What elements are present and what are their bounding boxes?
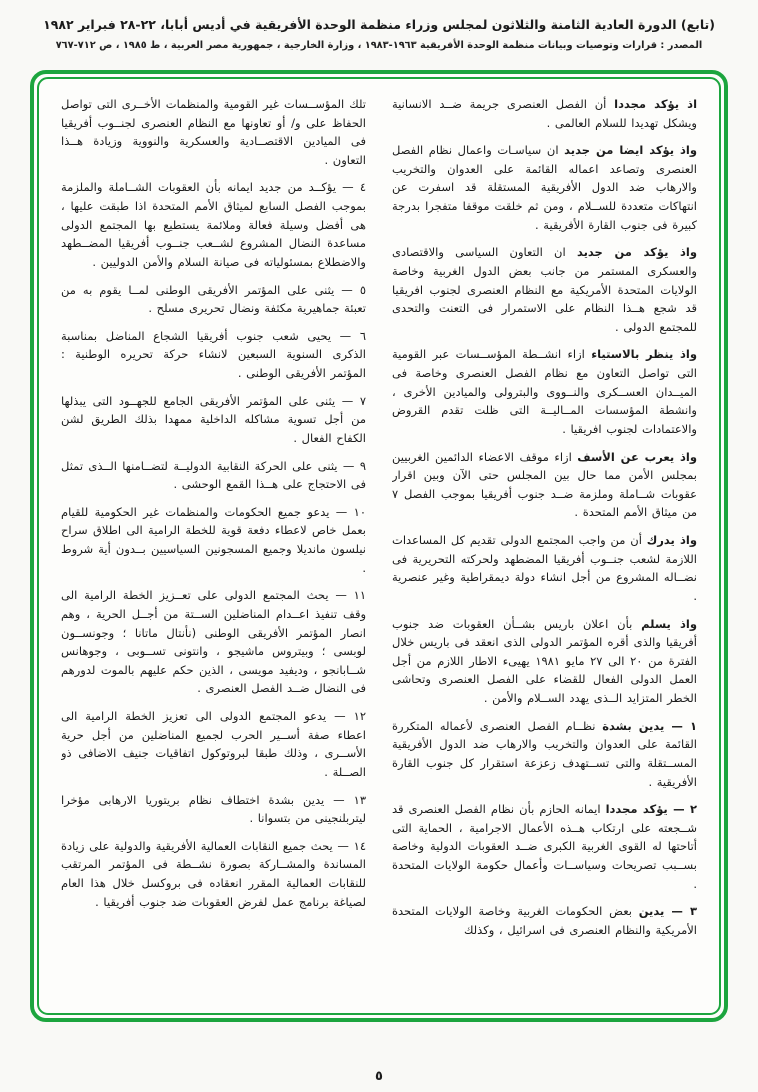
paragraph xyxy=(61,837,366,912)
paragraph-text: ٥ — يثنى على المؤتمر الأفريقى الوطنى لمــا يقوم به من تعبئة جماهيرية مكثفة ونضال تحريرى مسلح . xyxy=(61,282,366,316)
paragraph xyxy=(392,141,697,234)
paragraph xyxy=(61,392,366,448)
paragraph-text: ١٤ — يحث جميع النقابات العمالية الأفريقية والدولية على زيادة المساندة والمشــاركة بصورة نشــطة فى المؤتمر المرتقب للنقابات العمالية المقرر انعقاده فى بروكسل خلال هذا العام لصياغة برنامج عمل لفرض العقوبات ضد جنوب أفريقيا . xyxy=(61,838,366,909)
paragraph xyxy=(61,281,366,318)
paragraph xyxy=(61,707,366,782)
document-frame xyxy=(30,70,728,1022)
paragraph-text: بعض الحكومات الغربية وخاصة الولايات المتحدة الأمريكية والنظام العنصرى فى اسرائيل ، وكذلك xyxy=(392,904,697,937)
paragraph-text: ١٠ — يدعو جميع الحكومات والمنظمات غير الحكومية للقيام بعمل خاص لاعطاء دفعة قوية للخطة الرامية الى اطلاق سراح نيلسون مانديلا وجميع المسجونين السياسيين بــدون أية شروط . xyxy=(61,504,366,575)
paragraph-text: ١٢ — يدعو المجتمع الدولى الى تعزيز الخطة الرامية الى اعطاء صفة أســير الحرب لجميع المناضلين من أجل حرية الأســرى ، وذلك طبقا لبروتوكول اتفاقيات جنيف الاضافى ذو الصــلة . xyxy=(61,709,366,779)
document-frame-inner xyxy=(37,77,721,1015)
paragraph xyxy=(61,791,366,828)
paragraph-text: ان سياسـات واعمال نظام الفصل العنصرى وتصاعد اعماله القائمة على العدوان والتخريب والارهاب ضد الدول الأفريقية المستقلة قد اسفرت عن انتهاكات متعددة للســلام ، ومن ثم خلقت موقفا متفجرا بدرجة كبيرة فى جنوب القارة الأفريقية . xyxy=(392,143,697,232)
paragraph-text: ٦ — يحيى شعب جنوب أفريقيا الشجاع المناضل بمناسبة الذكرى السنوية السبعين لانشاء حركة تحريره الوطنية : المؤتمر الأفريقى الوطنى . xyxy=(61,328,366,381)
paragraph xyxy=(61,503,366,578)
paragraph-text: ١٣ — يدين بشدة اختطاف نظام بريتوريا الارهابى مؤخرا ليتربلنجينى من بتسوانا . xyxy=(61,792,366,826)
paragraph xyxy=(392,902,697,939)
paragraph xyxy=(392,615,697,708)
page-number: ٥ xyxy=(375,1069,383,1084)
paragraph xyxy=(392,531,697,606)
paragraph xyxy=(61,95,366,170)
paragraph xyxy=(392,448,697,523)
paragraph-lead: واذ يسلم xyxy=(641,616,697,631)
paragraph xyxy=(61,457,366,494)
paragraph-text: ازاء موقف الاعضاء الدائمين الغربيين بمجلس الأمن مما حال بين المجلس حتى الآن وبين اقرار عقوبات شــاملة وملزمة ضــد جنوب أفريقيا بموجب الفصل ٧ من ميثاق الأمم المتحدة . xyxy=(392,449,697,520)
paragraph-text: أن الفصل العنصرى جريمة ضــد الانسانية ويشكل تهديدا للسلام العالمى . xyxy=(392,96,697,130)
paragraph-text: تلك المؤســسات غير القومية والمنظمات الأخــرى التى تواصل الحفاظ على و/ أو تعاونها مع النظام العنصرى لجنــوب أفريقيا فى الميادين الاقتصــادية والعسكرية والنووية وزيادة هــذا التعاون . xyxy=(61,96,366,167)
page-header xyxy=(19,14,739,54)
paragraph-lead: واذ يؤكد ايضا من جديد xyxy=(564,143,697,158)
paragraph-lead: اذ يؤكد مجددا xyxy=(614,96,697,111)
column-right xyxy=(392,95,697,997)
paragraph-text: ١١ — يحث المجتمع الدولى على تعــزيز الخطة الرامية الى وقف تنفيذ اعــدام المناضلين الســتة من أجــل الحرية ، وهم انصار المؤتمر الأفريقى الوطنى (نأنتال ماتانا ؛ وجونســون لوبسى ؛ وبيتروس ماشيجو ، وانتونى تســوبى ، وجوهانس شــابانجو ، وديفيد مويسى ، الذين حكم عليهم بالموت لدورهم فى النضال ضــد الفصل العنصرى . xyxy=(61,588,366,696)
paragraph xyxy=(61,327,366,383)
paragraph-lead: ١ — يدين بشدة xyxy=(602,718,697,733)
paragraph-lead: واذ يعرب عن الأسف xyxy=(577,449,697,464)
paragraph xyxy=(392,345,697,438)
paragraph-text: ٧ — يثنى على المؤتمر الأفريقى الجامع للجهــود التى يبذلها من أجل تسوية مشاكله الداخلية ممهدا بذلك الطريق لشن الكفاح الفعال . xyxy=(61,393,366,445)
paragraph-lead: ٣ — يدين xyxy=(638,904,697,919)
paragraph xyxy=(392,717,697,792)
paragraph-lead: واذ يدرك xyxy=(646,533,697,548)
content-columns xyxy=(61,95,697,997)
paragraph xyxy=(392,800,697,893)
paragraph-text: أن من واجب المجتمع الدولى تقديم كل المساعدات اللازمة لشعب جنــوب أفريقيا المضطهد ولحركته التحريرية فى نضــاله المشروع من أجل انشاء دولة ديمقراطية وغير عنصرية . xyxy=(392,533,697,603)
paragraph xyxy=(392,243,697,336)
paragraph-lead: واذ يؤكد من جديد xyxy=(576,245,697,260)
paragraph-lead: ٢ — يؤكد مجددا xyxy=(605,802,697,817)
paragraph-lead: واذ ينظر بالاستياء xyxy=(591,347,697,362)
paragraph-text: ان التعاون السياسى والاقتصادى والعسكرى المستمر من جانب بعض الدول الغربية وخاصة الولايات المتحدة الأمريكية مع النظام العنصرى لجنوب افريقيا قد شجع هــذا النظام على الاستمرار فى التعنت والتحدى للمجتمع الدولى . xyxy=(392,245,697,334)
paragraph-text: ٤ — يؤكــد من جديد ايمانه بأن العقوبات الشــاملة والملزمة بموجب الفصل السابع لميثاق الأمم المتحدة اذا طبقت عليها ، هى أفضل وسيلة فعالة وملائمة يستطيع بها المجتمع الدولى مساعدة النضال المشروع لشــعب جنــوب أفريقيا المضــطهد والاضطلاع بمسئولياته فى صيانة السلام والأمن الدوليين . xyxy=(61,180,366,269)
paragraph xyxy=(392,95,697,132)
paragraph-text: ايمانه الحازم بأن نظام الفصل العنصرى قد شــجعته على ارتكاب هــذه الأعمال الاجرامية ، الحماية التى أتاحتها له القوى الغربية الكبرى ضــد العقوبات الدولية وخاصة بســبب تصريحات وسياســات وأعمال حكومة الولايات المتحدة . xyxy=(392,802,697,891)
paragraph-text: نظــام الفصل العنصرى لأعماله المتكررة القائمة على العدوان والتخريب والارهاب ضد الدول الأفريقية المســتقلة والتى تســتهدف زعزعة استقرار كل جنوب القارة الأفريقية . xyxy=(392,718,697,789)
paragraph-text: بأن اعلان باريس بشــأن العقوبات ضد جنوب أفريقيا والذى أقره المؤتمر الدولى الذى انعقد فى باريس خلال الفترة من ٢٠ الى ٢٧ مايو ١٩٨١ يهيىء الاطار اللازم من أجل العمل الدولى الفعال للقضاء على الفصل العنصرى وتحاشى الخطر المتزايد الــذى يهدد الســلام والأمن . xyxy=(392,616,697,706)
header-source-line: المصدر : قرارات وتوصيات وبيانات منظمة الوحدة الأفريقية ١٩٦٣-١٩٨٣ ، وزارة الخارجية ، جمهورية مصر العربية ، ط ١٩٨٥ ، ص ٧١٢-٧٦٧ xyxy=(55,40,703,52)
column-left xyxy=(61,95,366,997)
document-page xyxy=(0,14,758,1092)
header-session-line: (تابع) الدورة العادية الثامنة والثلاثون لمجلس وزراء منظمة الوحدة الأفريقية في أديس أبابا، ٢٢-٢٨ فبراير ١٩٨٢ xyxy=(43,17,715,32)
paragraph-text: ٩ — يثنى على الحركة النقابية الدوليــة لتضــامنها الــذى تمثل فى الاحتجاج على هــذا القمع الوحشى . xyxy=(61,458,366,492)
paragraph xyxy=(61,178,366,271)
paragraph-text: ازاء انشــطة المؤســسات عبر القومية التى تواصل التعاون مع نظام الفصل العنصرى وخاصة فى الميــدان العســكرى والنــووى والبترولى والميادين الأخرى ، وانشطة المؤسسات المــاليــة التى ظلت تقدم القروض والاعتمادات لجنوب افريقيا . xyxy=(392,347,697,436)
paragraph xyxy=(61,586,366,698)
